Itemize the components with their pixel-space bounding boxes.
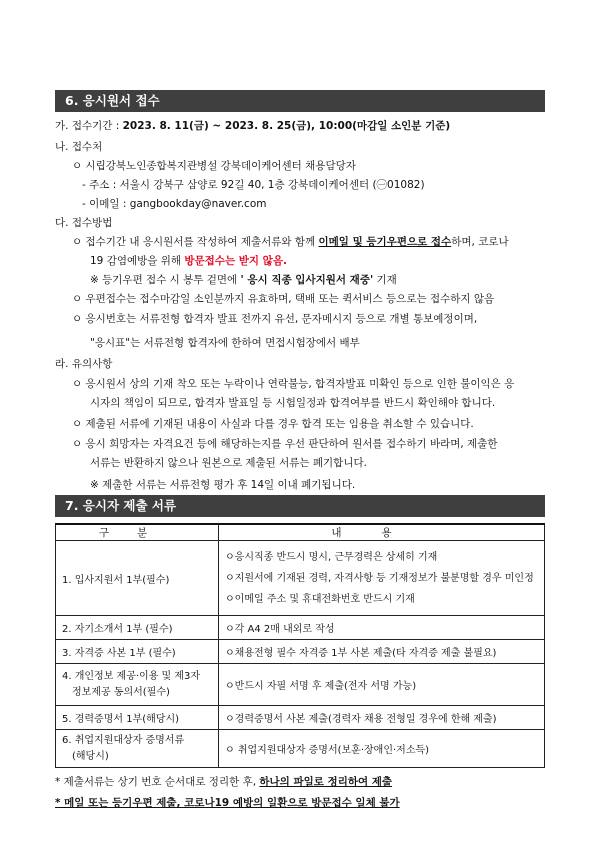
notice-item-2: ㅇ 제출된 서류에 기재된 내용이 사실과 다를 경우 합격 또는 임용을 취소할 수 있습니다. xyxy=(72,418,474,430)
method-note-tail: 기재 xyxy=(373,274,397,286)
table-row xyxy=(56,541,545,616)
header-category: 구분 xyxy=(56,524,219,541)
row-item: ㅇ채용전형 필수 자격증 1부 사본 제출(타 자격증 제출 불필요) xyxy=(219,640,545,664)
period-line xyxy=(55,119,450,133)
row-item: ㅇ경력증명서 사본 제출(경력자 채용 전형일 경우에 한해 제출) xyxy=(219,706,545,730)
table-header xyxy=(56,524,545,541)
row-label: 3. 자격증 사본 1부 (필수) xyxy=(56,640,219,664)
footnote-1-text: * 제출서류는 상기 번호 순서대로 정리한 후, xyxy=(55,776,260,788)
reception-address: - 주소 : 서울시 강북구 삼양로 92길 40, 1층 강북데이케어센터 (㊀01082) xyxy=(82,179,425,191)
period-label: 가. 접수기간 : xyxy=(55,120,123,132)
method-note-text: ※ 등기우편 접수 시 봉투 겉면에 xyxy=(90,274,241,286)
row-label xyxy=(56,730,219,768)
method-item-1-cont-text: 19 감염예방을 위해 xyxy=(90,255,185,267)
row-item: ㅇ반드시 자필 서명 후 제출(전자 서명 가능) xyxy=(219,664,545,706)
row-item: ㅇ각 A4 2매 내외로 작성 xyxy=(219,616,545,640)
row-label-line-2: (해당시) xyxy=(72,750,109,762)
notice-heading: 라. 유의사항 xyxy=(55,358,113,370)
method-note xyxy=(90,273,397,287)
method-item-1-tail: 하며, 코로나 xyxy=(451,236,509,248)
row-item: ㅇ지원서에 기재된 경력, 자격사항 등 기재정보가 불분명할 경우 미인정 xyxy=(225,572,534,584)
method-item-3-cont: "응시표"는 서류전형 합격자에 한하여 면접시험장에서 배부 xyxy=(90,337,360,349)
notice-item-1: ㅇ 응시원서 상의 기재 착오 또는 누락이나 연락불능, 합격자발표 미확인 등으로 인한 불이익은 응 xyxy=(72,378,515,390)
method-heading: 다. 접수방법 xyxy=(55,217,113,229)
table-row xyxy=(56,730,545,768)
notice-note: ※ 제출한 서류는 서류전형 평가 후 14일 이내 폐기됩니다. xyxy=(90,479,356,491)
footnote-1 xyxy=(55,775,392,789)
row-label-line-1: 4. 개인정보 제공·이용 및 제3자 xyxy=(62,670,201,682)
method-item-2: ㅇ 우편접수는 접수마감일 소인분까지 유효하며, 택배 또는 퀵서비스 등으로는 접수하지 않음 xyxy=(72,293,495,305)
method-email-post: 이메일 및 등기우편으로 접수 xyxy=(318,236,452,248)
row-label: 2. 자기소개서 1부 (필수) xyxy=(56,616,219,640)
section-7-title: 7. 응시자 제출 서류 xyxy=(55,495,545,517)
row-label: 1. 입사지원서 1부(필수) xyxy=(56,541,219,616)
row-label-line-2: 정보제공 동의서(필수) xyxy=(72,686,170,698)
reception-email: - 이메일 : gangbookday@naver.com xyxy=(82,198,267,210)
single-file-notice: 하나의 파일로 정리하여 제출 xyxy=(259,776,393,788)
no-visit-notice: 방문접수는 받지 않음. xyxy=(184,255,287,267)
row-label: 5. 경력증명서 1부(해당시) xyxy=(56,706,219,730)
row-item: ㅇ이메일 주소 및 휴대전화번호 반드시 기재 xyxy=(225,593,415,605)
reception-org: ㅇ 시립강북노인종합복지관병설 강북데이케어센터 채용담당자 xyxy=(72,160,356,172)
notice-item-1-cont: 시자의 책임이 되므로, 합격자 발표일 등 시험일정과 합격여부를 반드시 확인해야 합니다. xyxy=(90,397,496,409)
header-content: 내용 xyxy=(219,524,545,541)
documents-table xyxy=(55,523,545,768)
table-row xyxy=(56,706,545,730)
footnote-2: * 메일 또는 등기우편 제출, 코로나19 예방의 일환으로 방문접수 일체 불가 xyxy=(55,797,400,809)
row-item: ㅇ 취업지원대상자 증명서(보훈·장애인·저소득) xyxy=(219,730,545,768)
row-label xyxy=(56,664,219,706)
method-item-3: ㅇ 응시번호는 서류전형 합격자 발표 전까지 유선, 문자메시지 등으로 개별 통보예정이며, xyxy=(72,313,478,325)
table-row xyxy=(56,616,545,640)
notice-item-3: ㅇ 응시 희망자는 자격요건 등에 해당하는지를 우선 판단하여 원서를 접수하기 바라며, 제출한 xyxy=(72,438,498,450)
period-value: 2023. 8. 11(금) ~ 2023. 8. 25(금), 10:00(마감일 소인분 기준) xyxy=(122,120,451,132)
notice-item-3-cont: 서류는 반환하지 않으나 원본으로 제출된 서류는 폐기합니다. xyxy=(90,457,367,469)
section-6-title: 6. 응시원서 접수 xyxy=(55,90,545,112)
row-label-line-1: 6. 취업지원대상자 증명서류 xyxy=(62,734,185,746)
method-item-1-cont xyxy=(90,254,287,268)
method-item-1-text: ㅇ 접수기간 내 응시원서를 작성하여 제출서류와 함께 xyxy=(72,236,319,248)
row-content xyxy=(219,541,545,616)
table-row xyxy=(56,640,545,664)
row-item: ㅇ응시직종 반드시 명시, 근무경력은 상세히 기재 xyxy=(225,551,438,563)
table-row xyxy=(56,664,545,706)
method-item-1 xyxy=(72,235,509,249)
envelope-label: ' 응시 직종 입사지원서 재중' xyxy=(240,274,374,286)
reception-heading: 나. 접수처 xyxy=(55,141,103,153)
